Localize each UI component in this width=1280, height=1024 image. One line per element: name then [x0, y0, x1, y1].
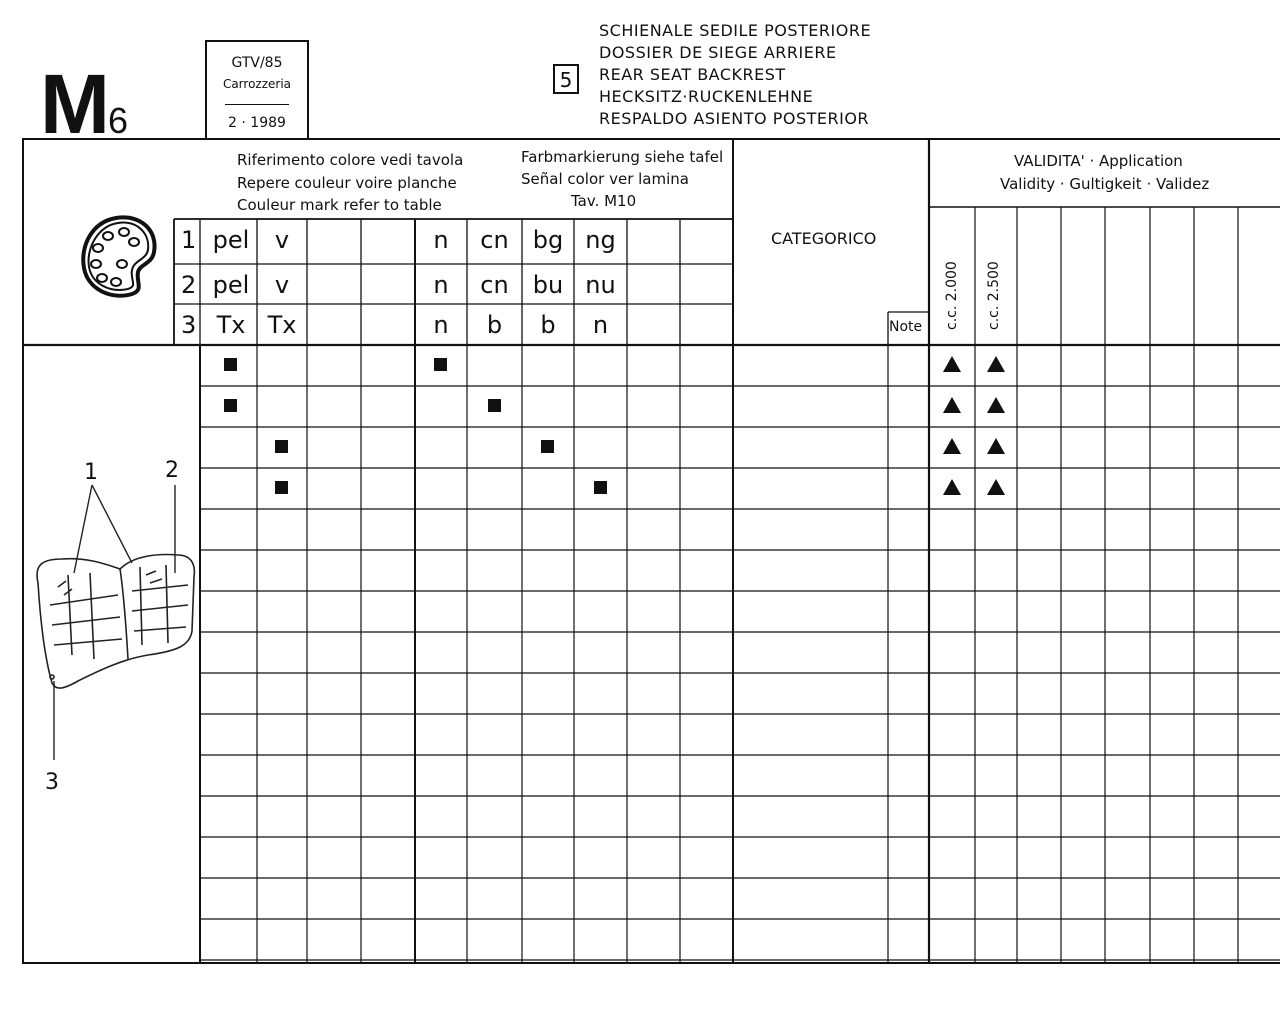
colour-code: n	[433, 271, 449, 299]
colour-ref-de: Farbmarkierung siehe tafel	[521, 148, 724, 166]
colour-code: bg	[532, 226, 564, 254]
page-code-number: 6	[107, 100, 129, 141]
validity-triangle	[987, 397, 1005, 413]
colour-code: cn	[480, 226, 509, 254]
page-code-letter: M	[40, 57, 108, 151]
title-it: SCHIENALE SEDILE POSTERIORE	[599, 21, 872, 40]
title-es: RESPALDO ASIENTO POSTERIOR	[599, 109, 870, 128]
colour-code: nu	[585, 271, 616, 299]
validity-triangle	[943, 356, 961, 372]
validity-triangle	[943, 438, 961, 454]
colour-mark-square	[275, 481, 288, 494]
colour-ref-fr: Repere couleur voire planche	[237, 174, 457, 192]
validity-triangle	[987, 356, 1005, 372]
colour-row-number: 3	[181, 311, 197, 339]
colour-ref-en: Couleur mark refer to table	[237, 196, 442, 214]
colour-code: b	[486, 311, 503, 339]
title-fr: DOSSIER DE SIEGE ARRIERE	[599, 43, 837, 62]
callout-2: 2	[165, 458, 179, 483]
callout-1: 1	[84, 460, 98, 485]
group-number: 5	[559, 68, 573, 92]
colour-row-number: 1	[181, 226, 197, 254]
colour-code: b	[540, 311, 556, 339]
note-label: Note	[889, 319, 923, 335]
colour-ref-table: Tav. M10	[571, 192, 637, 210]
model-date: 2 · 1989	[228, 115, 286, 131]
validity-triangle	[987, 479, 1005, 495]
colour-code: n	[433, 311, 449, 339]
colour-code: n	[433, 226, 449, 254]
colour-mark-square	[488, 399, 501, 412]
callout-3: 3	[45, 770, 59, 795]
colour-code: pel	[212, 271, 250, 299]
colour-code: Tx	[216, 311, 246, 339]
colour-mark-square	[541, 440, 554, 453]
colour-code: Tx	[267, 311, 297, 339]
colour-mark-square	[434, 358, 447, 371]
validity-triangle	[943, 479, 961, 495]
categorico-label: CATEGORICO	[771, 229, 877, 248]
colour-mark-square	[224, 358, 237, 371]
colour-mark-square	[275, 440, 288, 453]
colour-code: v	[274, 271, 290, 299]
validity-triangle	[987, 438, 1005, 454]
title-en: REAR SEAT BACKREST	[599, 65, 786, 84]
validity-line2: Validity · Gultigkeit · Validez	[1000, 175, 1210, 193]
title-de: HECKSITZ·RUCKENLEHNE	[599, 87, 814, 106]
colour-code: ng	[585, 226, 616, 254]
validity-col-2000: c.c. 2.000	[944, 261, 960, 330]
model-section: Carrozzeria	[222, 77, 292, 91]
palette-icon	[78, 212, 160, 298]
colour-code: bu	[532, 271, 564, 299]
colour-code: n	[592, 311, 609, 339]
colour-ref-es: Señal color ver lamina	[521, 170, 689, 188]
validity-triangle	[943, 397, 961, 413]
colour-code: pel	[212, 226, 250, 254]
colour-row-number: 2	[181, 271, 197, 299]
validity-line1: VALIDITA' · Application	[1014, 152, 1183, 170]
validity-col-2500: c.c. 2.500	[986, 261, 1002, 330]
rear-seat-backrest-drawing	[28, 455, 203, 800]
model-name: GTV/85	[231, 55, 283, 71]
colour-ref-it: Riferimento colore vedi tavola	[237, 151, 464, 169]
colour-mark-square	[224, 399, 237, 412]
colour-mark-square	[594, 481, 607, 494]
colour-code: cn	[480, 271, 509, 299]
colour-code: v	[274, 226, 290, 254]
